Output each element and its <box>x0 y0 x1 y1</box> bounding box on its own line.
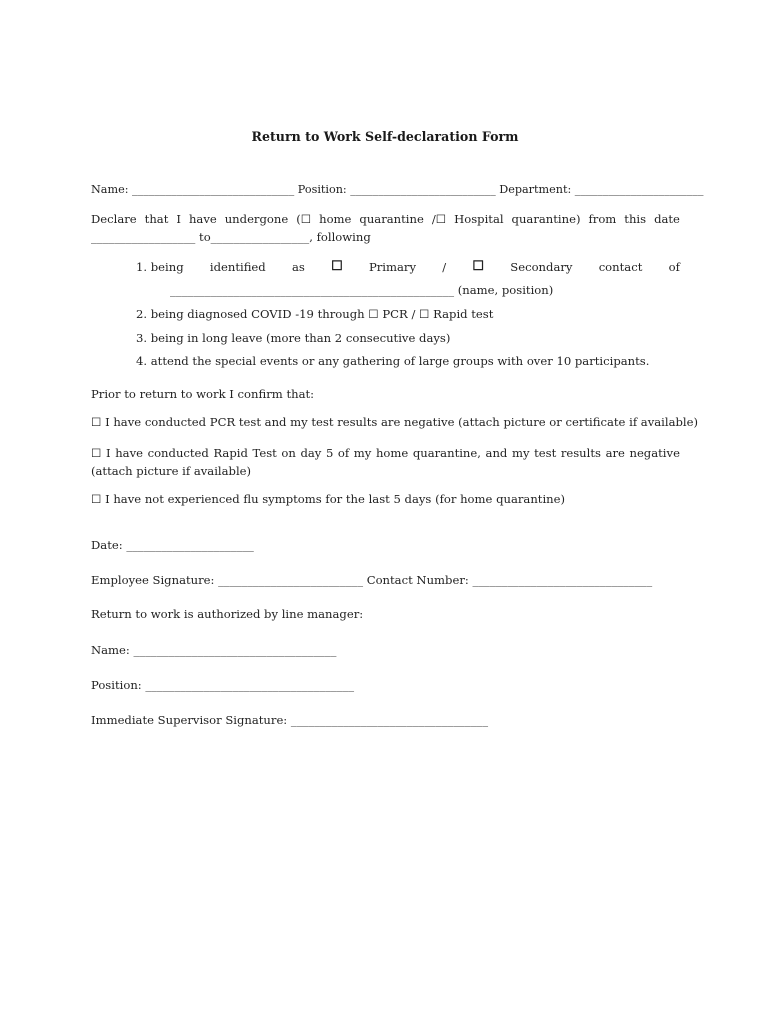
confirm-rapid-word: test <box>534 446 557 460</box>
declare-word: date <box>654 212 680 226</box>
declare-word: undergone <box>224 212 289 226</box>
confirm-rapid-word: Rapid <box>213 446 248 460</box>
confirm-rapid-word: of <box>337 446 350 460</box>
confirm-flu: ☐ I have not experienced flu symptoms for the last 5 days (for home quarantine) <box>91 492 566 506</box>
checkbox-icon: ☐ <box>472 259 485 274</box>
declare-paragraph <box>91 210 680 246</box>
confirm-rapid-word: my <box>511 446 530 460</box>
checkbox-icon: ☐ <box>331 259 343 274</box>
confirm-rapid <box>91 444 680 480</box>
declare-word: this <box>624 212 647 226</box>
manager-position-field: Position: ____________________________________ <box>91 678 355 692</box>
confirm-rapid-word: I <box>106 446 111 460</box>
confirm-rapid-word: Test <box>252 446 277 460</box>
confirm-rapid-word: 5 <box>325 446 334 460</box>
supervisor-signature-field: Immediate Supervisor Signature: __________________________________ <box>91 713 488 727</box>
item1-word: identified <box>209 260 266 274</box>
date-field: Date: ______________________ <box>91 538 254 552</box>
declare-word: have <box>188 212 217 226</box>
confirm-rapid-line-1 <box>91 444 680 462</box>
declare-word: quarantine) <box>511 212 581 226</box>
confirm-rapid-word: conducted <box>147 446 209 460</box>
item1-word: as <box>291 260 305 274</box>
declare-word: I <box>176 212 181 226</box>
declare-word: home <box>319 212 352 226</box>
item1-word: contact <box>598 260 643 274</box>
declare-word: (☐ <box>296 212 312 226</box>
item-4: 4. attend the special events or any gathering of large groups with over 10 participants. <box>136 354 650 368</box>
item1-word: of <box>668 260 680 274</box>
confirm-rapid-word: my <box>353 446 372 460</box>
declare-word: quarantine <box>359 212 424 226</box>
confirm-rapid-word: have <box>115 446 143 460</box>
employee-signature-line: Employee Signature: _________________________ Contact Number: _______________________________ <box>91 573 653 587</box>
declare-word: /☐ <box>431 212 447 226</box>
item-3: 3. being in long leave (more than 2 consecutive days) <box>136 331 451 345</box>
confirm-rapid-line-2: (attach picture if available) <box>91 464 252 478</box>
declare-word: Hospital <box>454 212 504 226</box>
confirm-rapid-word: negative <box>629 446 680 460</box>
confirm-rapid-word: are <box>605 446 625 460</box>
manager-name-field: Name: ___________________________________ <box>91 643 337 657</box>
item-1 <box>136 258 680 276</box>
item1-word: 1. being <box>136 260 184 274</box>
form-title: Return to Work Self-declaration Form <box>251 129 519 144</box>
confirm-rapid-word: home <box>375 446 409 460</box>
item1-word: Secondary <box>510 260 573 274</box>
header-fields-line: Name: _____________________________ Position: __________________________ Department: _______________________ <box>91 183 704 196</box>
confirm-rapid-word: quarantine, <box>412 446 481 460</box>
declare-line-2: __________________ to_________________, following <box>91 230 371 244</box>
item1-word: Primary <box>368 260 417 274</box>
confirm-rapid-word: day <box>300 446 322 460</box>
prior-heading: Prior to return to work I confirm that: <box>91 387 315 401</box>
item-1-line-2: _________________________________________________ (name, position) <box>170 283 554 297</box>
declare-line-1 <box>91 210 680 228</box>
confirm-rapid-word: ☐ <box>91 446 102 460</box>
item1-word: / <box>442 260 447 274</box>
authorized-heading: Return to work is authorized by line manager: <box>91 607 364 621</box>
item-2: 2. being diagnosed COVID -19 through ☐ PCR / ☐ Rapid test <box>136 307 494 321</box>
confirm-rapid-word: and <box>485 446 508 460</box>
confirm-rapid-word: results <box>560 446 601 460</box>
item-1-line-1 <box>136 258 680 276</box>
confirm-pcr: ☐ I have conducted PCR test and my test results are negative (attach picture or certificate if available) <box>91 415 699 429</box>
declare-word: that <box>144 212 169 226</box>
declare-word: from <box>588 212 617 226</box>
confirm-rapid-word: on <box>281 446 296 460</box>
declare-word: Declare <box>91 212 137 226</box>
